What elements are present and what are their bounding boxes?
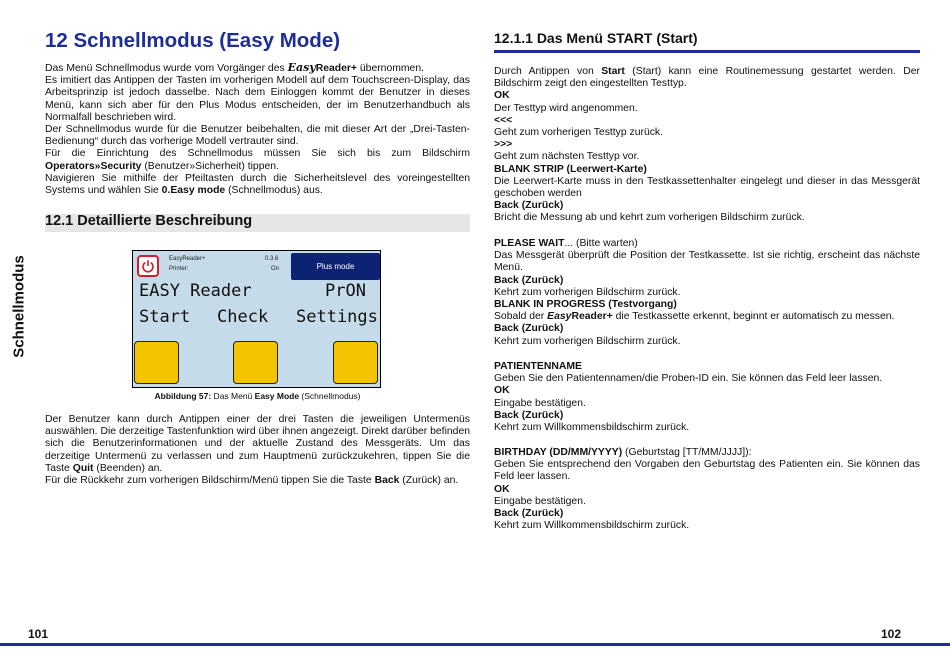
side-chapter-label: [4, 250, 34, 370]
ok-desc-2: Eingabe bestätigen.: [494, 397, 586, 409]
birthday-desc: Geben Sie entsprechend den Vorgaben den Geburtstag des Patienten ein. Sie können das Feld leer lassen.: [494, 459, 920, 483]
section-heading: 12.1 Detaillierte Beschreibung: [45, 213, 253, 229]
start-menu-description: [494, 66, 920, 225]
blank-strip-term: BLANK STRIP (Leerwert-Karte): [494, 163, 647, 175]
prev-term: <<<: [494, 114, 513, 126]
device-name: EasyReader+: [169, 256, 206, 262]
description-paragraph-2: Für die Rückkehr zum vorherigen Bildschirm/Menü tippen Sie die Taste Back (Zurück) an.: [45, 475, 459, 487]
blank-in-progress-desc: Sobald der EasyReader+ die Testkassette erkennt, beginnt er automatisch zu messen.: [494, 311, 895, 323]
ok-desc-3: Eingabe bestätigen.: [494, 495, 586, 507]
figure-caption: Abbildung 57: Das Menü Easy Mode (Schnellmodus): [154, 391, 361, 401]
please-wait-desc: Das Messgerät überprüft die Position der Testkassette. Ist sie richtig, erscheint das nächste Menü.: [494, 250, 920, 274]
back-desc-2: Kehrt zum vorherigen Bildschirm zurück.: [494, 286, 681, 298]
back-desc-4: Kehrt zum Willkommensbildschirm zurück.: [494, 422, 690, 434]
back-desc-3: Kehrt zum vorherigen Bildschirm zurück.: [494, 335, 681, 347]
printer-status: On: [271, 266, 280, 272]
screen-title: EASY Reader: [139, 281, 252, 301]
please-wait-term: PLEASE WAIT... (Bitte warten): [494, 238, 638, 249]
brand-logo-script: Easy: [287, 61, 316, 74]
intro-paragraph-3: Der Schnellmodus wurde für die Benutzer beibehalten, die mit dieser Art der „Drei-Tasten-Bedienung“ durch das vorherige Modell vertrauter sind.: [45, 124, 470, 148]
back-term-1: Back (Zurück): [494, 200, 564, 212]
page-number-left: 101: [28, 627, 49, 641]
next-term: >>>: [494, 139, 513, 151]
intro-text: [45, 62, 470, 197]
check-button[interactable]: [233, 341, 278, 384]
printer-on-indicator: PrON: [325, 281, 366, 301]
ok-term-3: OK: [494, 483, 510, 495]
back-desc-5: Kehrt zum Willkommensbildschirm zurück.: [494, 520, 690, 532]
easy-mode-screen: [133, 251, 380, 387]
heading-underline: [494, 50, 920, 53]
check-label: Check: [217, 307, 269, 327]
subsection-heading: 12.1.1 Das Menü START (Start): [494, 30, 698, 46]
next-desc: Geht zum nächsten Testtyp vor.: [494, 151, 640, 163]
chapter-title: 12 Schnellmodus (Easy Mode): [45, 29, 341, 52]
plus-mode-button[interactable]: Plus mode: [291, 253, 380, 280]
start-label: Start: [139, 307, 191, 327]
start-button[interactable]: [134, 341, 179, 384]
ok-term-2: OK: [494, 385, 510, 397]
patient-name-section: [494, 361, 920, 434]
back-term-5: Back (Zurück): [494, 508, 564, 520]
intro-paragraph-4: Für die Einrichtung des Schnellmodus müssen Sie sich bis zum Bildschirm Operators»Security (Benutzer»Sicherheit) tippen.: [45, 148, 470, 172]
back-term-2: Back (Zurück): [494, 274, 564, 286]
back-desc-1: Bricht die Messung ab und kehrt zum vorherigen Bildschirm zurück.: [494, 212, 805, 224]
description-text: [45, 414, 470, 487]
please-wait-section: [494, 238, 920, 348]
patient-name-term: PATIENTENNAME: [494, 361, 582, 372]
device-screen-figure: [132, 250, 381, 388]
blank-in-progress-term: BLANK IN PROGRESS (Testvorgang): [494, 299, 677, 311]
blank-strip-desc: Die Leerwert-Karte muss in den Testkassettenhalter eingelegt und dieser in das Messgerät geschoben werden: [494, 175, 920, 200]
intro-paragraph-2: Es imitiert das Antippen der Tasten im vorherigen Modell auf dem Touchscreen-Display, das Arbeitsprinzip ist jedoch dasselbe. Nach dem Einloggen kommt der Benutzer in dieses Menü, kann sich aber für den Plus Modus entscheiden, der im Benutzerhandbuch als Normalfall beschrieben wird.: [45, 75, 470, 123]
settings-label: Settings: [296, 307, 378, 327]
back-term-3: Back (Zurück): [494, 323, 564, 335]
patient-name-desc: Geben Sie den Patientennamen/die Proben-ID ein. Sie können das Feld leer lassen.: [494, 373, 883, 385]
prev-desc: Geht zum vorherigen Testtyp zurück.: [494, 127, 664, 139]
birthday-term: BIRTHDAY (DD/MM/YYYY) (Geburtstag [TT/MM/JJJJ]):: [494, 447, 752, 458]
description-paragraph-1: Der Benutzer kann durch Antippen einer der drei Tasten die jeweiligen Untermenüs auswählen. Die derzeitige Tastenfunktion wird über ihnen angezeigt. Direkt darüber befinden sich die Benutzerinformationen und der aktuelle Zustand des Messgeräts. Um das derzeitige Untermenü zu verlassen und zum Hauptmenü zurückzukehren, tippen Sie die Taste Quit (Beenden) an.: [45, 414, 470, 474]
birthday-section: [494, 447, 920, 532]
section-heading-bar: [45, 214, 470, 232]
footer-rule: [0, 643, 950, 646]
intro-paragraph-1: Das Menü Schnellmodus wurde vom Vorgänger des EasyReader+ übernommen.: [45, 61, 424, 74]
back-term-4: Back (Zurück): [494, 409, 564, 421]
start-intro: Durch Antippen von Start (Start) kann eine Routinemessung gestartet werden. Der Bildschirm zeigt den eingestellten Testtyp.: [494, 66, 920, 90]
side-chapter-text: Schnellmodus: [10, 255, 28, 358]
intro-paragraph-5: Navigieren Sie mithilfe der Pfeiltasten durch die Sicherheitslevel des voreingestellten Systems und wählen Sie 0.Easy mode (Schnellmodus) aus.: [45, 172, 470, 197]
ok-term: OK: [494, 90, 510, 102]
printer-label: Printer:: [169, 266, 189, 272]
settings-button[interactable]: [333, 341, 378, 384]
power-button[interactable]: [137, 255, 159, 277]
firmware-version: 0.3.6: [265, 256, 279, 262]
page-number-right: 102: [881, 627, 902, 641]
ok-desc: Der Testtyp wird angenommen.: [494, 102, 638, 114]
